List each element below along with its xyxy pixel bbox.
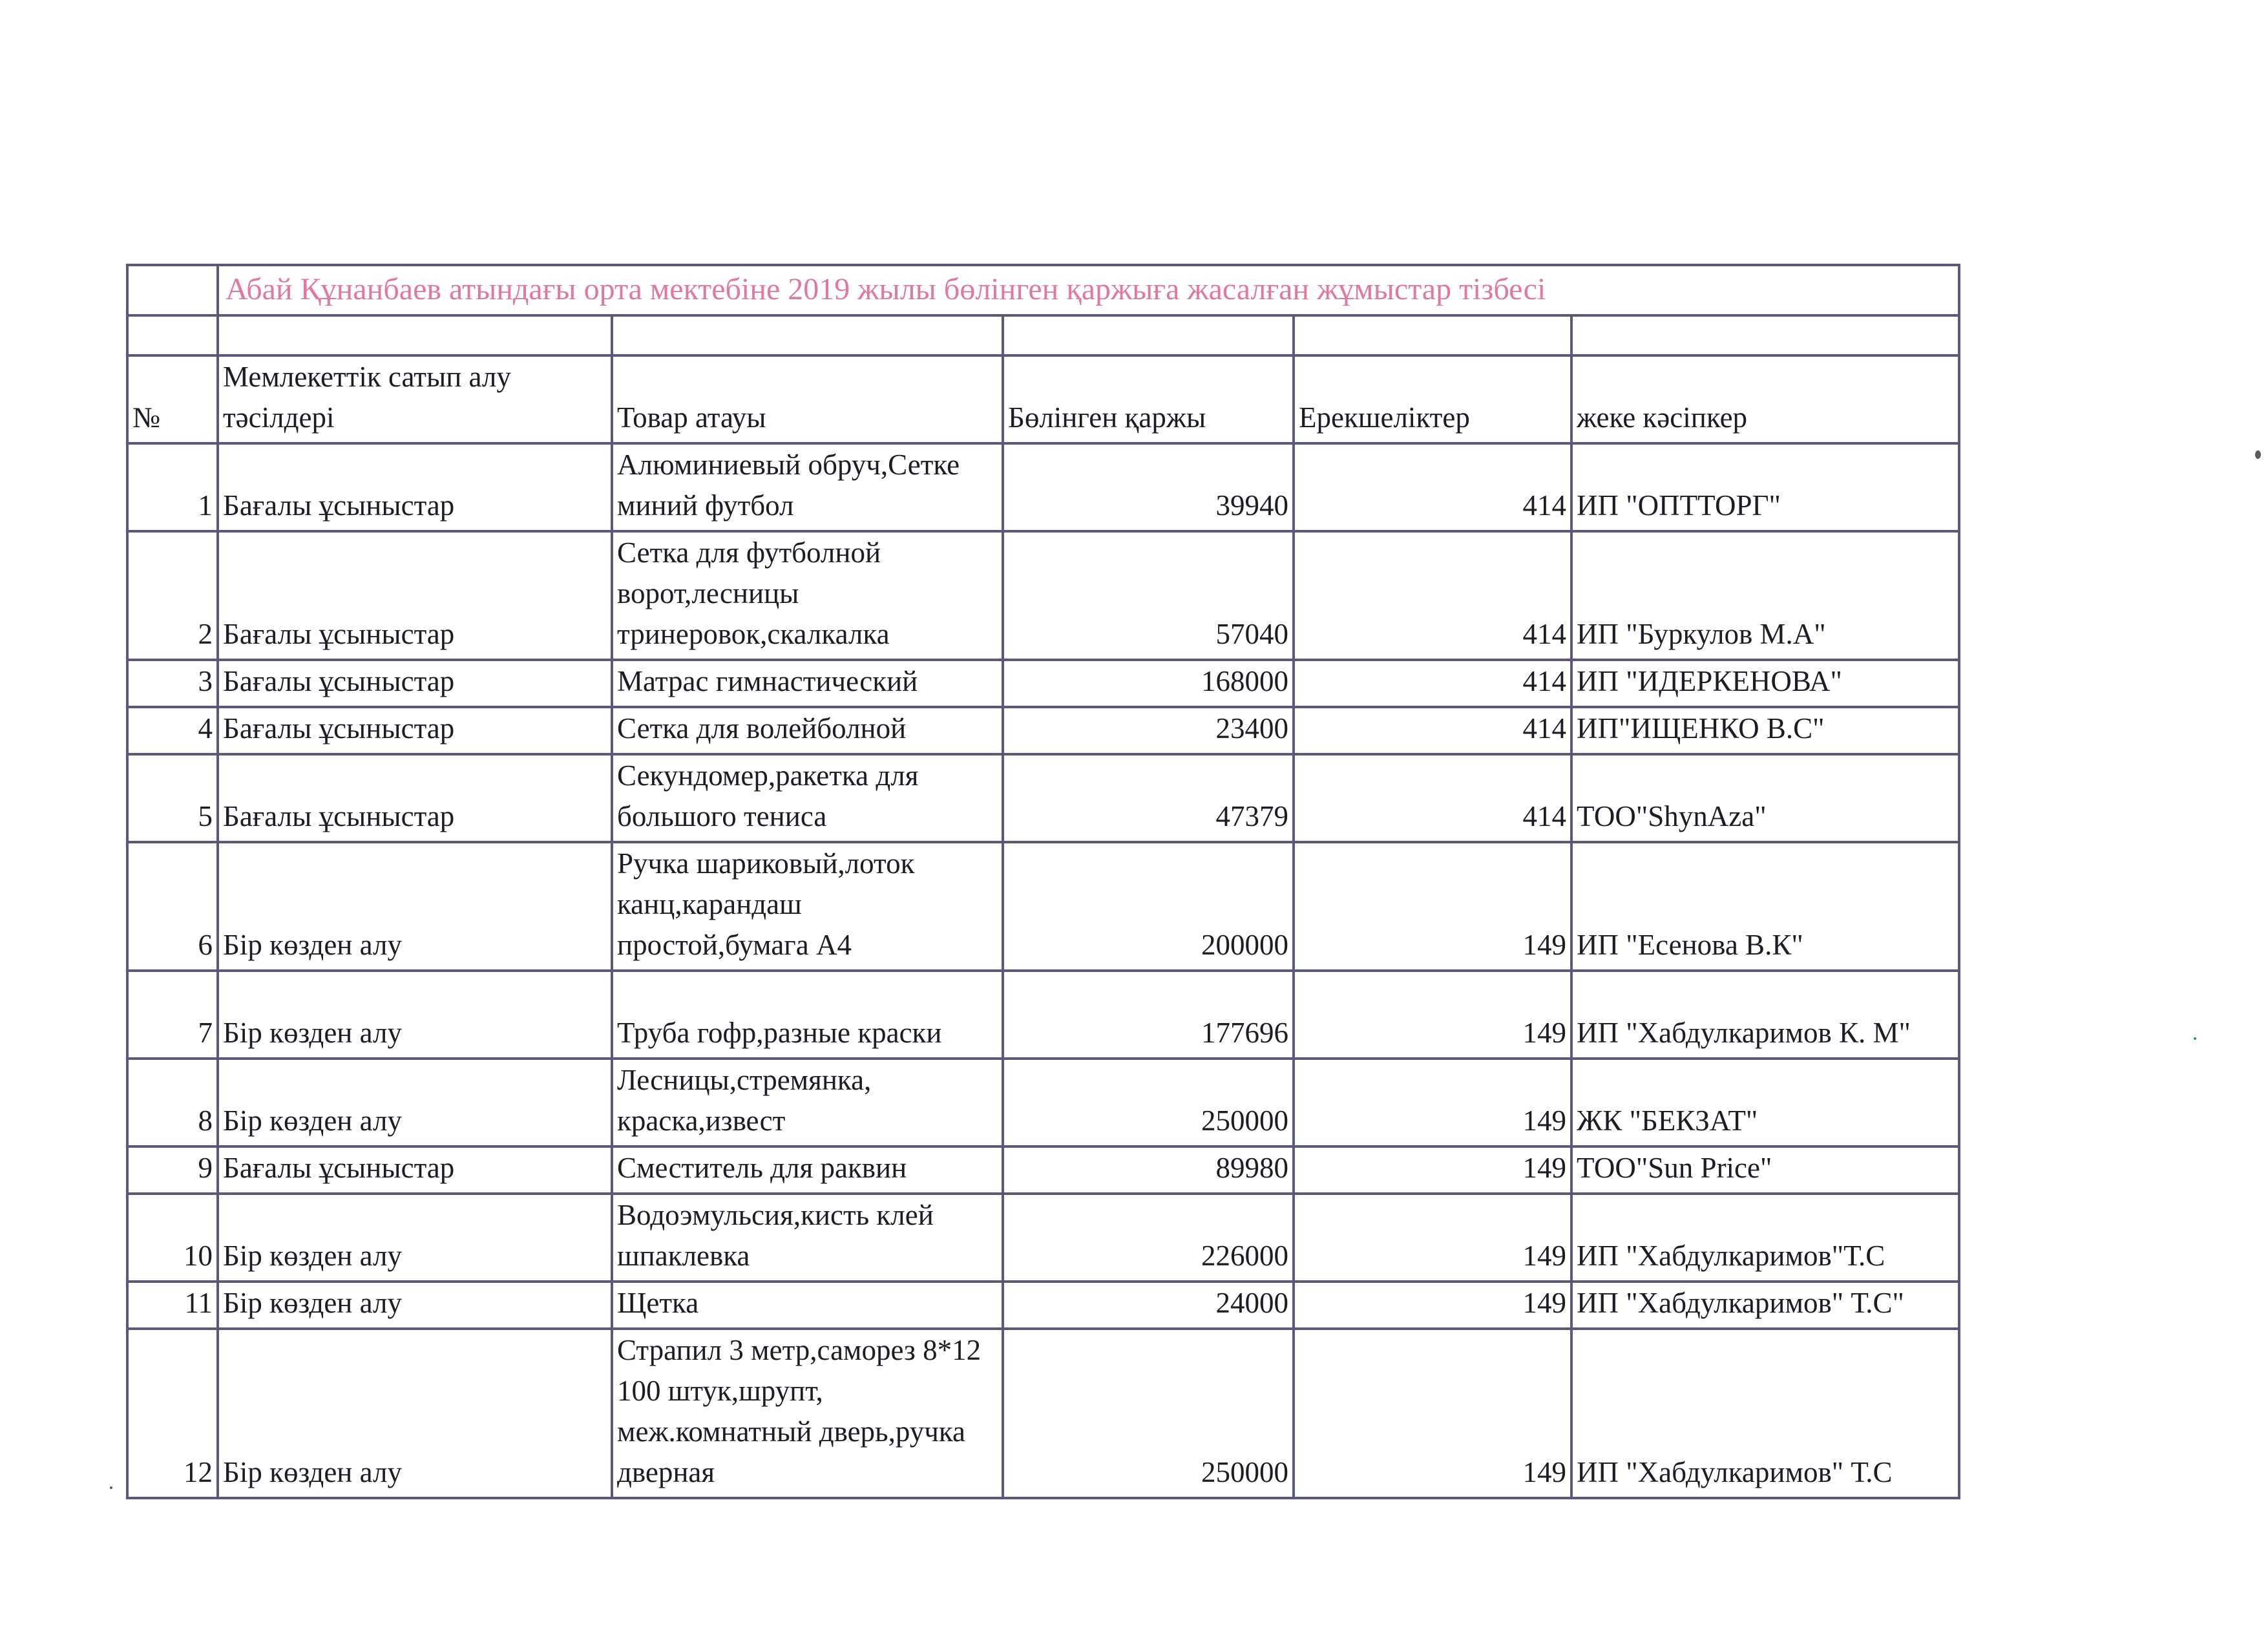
row-item: Алюминиевый обруч,Сетке миний футбол [612,443,1003,531]
row-method: Бір көзден алу [218,1282,612,1329]
row-method: Бір көзден алу [218,842,612,971]
empty-cell [1294,315,1571,355]
table-row [127,754,1959,842]
row-item: Сетка для футболной ворот,лесницы тринеровок,скалкалка [612,531,1003,660]
title-row [127,265,1959,315]
row-no: 11 [127,1282,218,1329]
row-item: Лесницы,стремянка, краска,извест [612,1059,1003,1146]
row-item: Сетка для волейболной [612,707,1003,754]
row-amount: 177696 [1003,971,1294,1059]
row-no: 1 [127,443,218,531]
row-method: Бағалы ұсыныстар [218,443,612,531]
row-vendor: ИП "Хабдулкаримов" Т.С [1571,1329,1959,1498]
row-item: Водоэмульсия,кисть клей шпаклевка [612,1194,1003,1282]
row-amount: 47379 [1003,754,1294,842]
empty-cell [612,315,1003,355]
row-method: Бір көзден алу [218,971,612,1059]
table-row [127,1329,1959,1498]
row-item: Матрас гимнастический [612,660,1003,707]
row-feature: 414 [1294,443,1571,531]
row-vendor: ИП "Хабдулкаримов" Т.С" [1571,1282,1959,1329]
works-table [126,264,1960,1499]
row-feature: 414 [1294,707,1571,754]
row-amount: 200000 [1003,842,1294,971]
header-amount: Бөлінген қаржы [1003,355,1294,443]
table-row [127,660,1959,707]
row-amount: 57040 [1003,531,1294,660]
row-item: Страпил 3 метр,саморез 8*12 100 штук,шрупт, меж.комнатный дверь,ручка дверная [612,1329,1003,1498]
blank-row [127,315,1959,355]
row-no: 4 [127,707,218,754]
row-no: 8 [127,1059,218,1146]
row-method: Бір көзден алу [218,1329,612,1498]
row-no: 2 [127,531,218,660]
empty-cell [127,265,218,315]
row-amount: 250000 [1003,1329,1294,1498]
row-method: Бағалы ұсыныстар [218,531,612,660]
row-no: 5 [127,754,218,842]
row-feature: 414 [1294,660,1571,707]
scan-speck [110,1486,112,1489]
row-amount: 89980 [1003,1146,1294,1194]
header-feature: Ерекшеліктер [1294,355,1571,443]
row-item: Труба гофр,разные краски [612,971,1003,1059]
empty-cell [1571,315,1959,355]
row-feature: 414 [1294,531,1571,660]
row-vendor: ИП "ОПТТОРГ" [1571,443,1959,531]
empty-cell [218,315,612,355]
table-row [127,1194,1959,1282]
row-no: 9 [127,1146,218,1194]
row-feature: 414 [1294,754,1571,842]
table-row [127,1282,1959,1329]
row-method: Бір көзден алу [218,1059,612,1146]
row-feature: 149 [1294,1146,1571,1194]
row-no: 7 [127,971,218,1059]
row-feature: 149 [1294,1194,1571,1282]
row-amount: 226000 [1003,1194,1294,1282]
table-row [127,842,1959,971]
header-no: № [127,355,218,443]
empty-cell [1003,315,1294,355]
header-method: Мемлекеттік сатып алу тәсілдері [218,355,612,443]
table-row [127,1146,1959,1194]
row-no: 3 [127,660,218,707]
row-feature: 149 [1294,1059,1571,1146]
table-row [127,443,1959,531]
header-row [127,355,1959,443]
empty-cell [127,315,218,355]
row-amount: 250000 [1003,1059,1294,1146]
row-amount: 168000 [1003,660,1294,707]
header-vendor: жеке кәсіпкер [1571,355,1959,443]
row-no: 6 [127,842,218,971]
row-item: Сместитель для раквин [612,1146,1003,1194]
row-method: Бір көзден алу [218,1194,612,1282]
document-title: Абай Құнанбаев атындағы орта мектебіне 2019 жылы бөлінген қаржыға жасалған жұмыстар тізбесі [218,265,1959,315]
row-vendor: ЖК "БЕКЗАТ" [1571,1059,1959,1146]
header-item: Товар атауы [612,355,1003,443]
row-vendor: ТОО"Sun Price" [1571,1146,1959,1194]
table-row [127,1059,1959,1146]
row-vendor: ИП "Есенова В.К" [1571,842,1959,971]
row-feature: 149 [1294,971,1571,1059]
row-item: Ручка шариковый,лоток канц,карандаш простой,бумага А4 [612,842,1003,971]
row-vendor: ИП"ИЩЕНКО В.С" [1571,707,1959,754]
row-amount: 23400 [1003,707,1294,754]
row-vendor: ИП "Хабдулкаримов"Т.С [1571,1194,1959,1282]
row-feature: 149 [1294,842,1571,971]
row-no: 10 [127,1194,218,1282]
table-row [127,531,1959,660]
row-vendor: ТОО"ShynAza" [1571,754,1959,842]
row-method: Бағалы ұсыныстар [218,754,612,842]
table-row [127,971,1959,1059]
row-amount: 39940 [1003,443,1294,531]
scan-speck [2255,450,2261,459]
row-vendor: ИП "Буркулов М.А" [1571,531,1959,660]
row-vendor: ИП "ИДЕРКЕНОВА" [1571,660,1959,707]
row-item: Секундомер,ракетка для большого тениса [612,754,1003,842]
row-feature: 149 [1294,1282,1571,1329]
row-vendor: ИП "Хабдулкаримов К. М" [1571,971,1959,1059]
row-no: 12 [127,1329,218,1498]
scan-speck [2194,1037,2196,1040]
row-method: Бағалы ұсыныстар [218,660,612,707]
row-method: Бағалы ұсыныстар [218,1146,612,1194]
row-item: Щетка [612,1282,1003,1329]
table-row [127,707,1959,754]
row-method: Бағалы ұсыныстар [218,707,612,754]
row-amount: 24000 [1003,1282,1294,1329]
row-feature: 149 [1294,1329,1571,1498]
